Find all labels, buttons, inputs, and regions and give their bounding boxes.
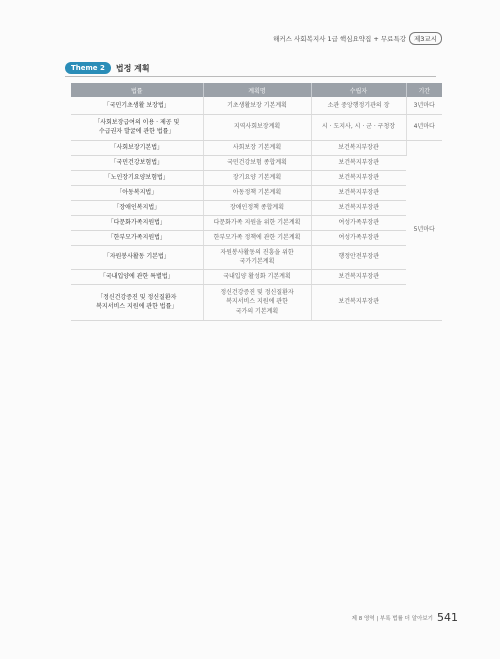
- law-name-cell-line: 「국내입양에 관한 특별법」: [99, 272, 174, 280]
- table-row: [71, 114, 442, 140]
- law-name-cell-line: 「한부모가족지원법」: [107, 233, 166, 241]
- law-name-cell: [71, 200, 203, 215]
- plan-name-cell-line: 아동정책 기본계획: [232, 188, 282, 196]
- law-name-cell-line: 「노인장기요양보험법」: [104, 173, 169, 181]
- plan-name-cell-line: 정신건강증진 및 정신질환자: [220, 288, 294, 296]
- law-name-cell: [71, 97, 203, 114]
- plan-name-cell-line: 국가기본계획: [239, 258, 275, 265]
- table-row: [71, 97, 442, 114]
- table-row: [71, 170, 442, 185]
- plan-name-cell: [203, 155, 311, 170]
- header-badge: 제3교시: [409, 32, 442, 45]
- table-row: [71, 284, 442, 320]
- author-cell-line: 보건복지부장관: [338, 143, 379, 151]
- table-row: [71, 200, 442, 215]
- table-row: [71, 155, 442, 170]
- table-row: [71, 245, 442, 269]
- column-header-plan: 계획명: [203, 83, 311, 97]
- law-name-cell: [71, 215, 203, 230]
- author-cell-line: 보건복지부장관: [338, 298, 380, 306]
- author-cell-line: 보건복지부장관: [338, 203, 380, 211]
- author-cell: [311, 170, 406, 185]
- table-row: [71, 215, 442, 230]
- plan-name-cell-line: 장애인정책 종합계획: [229, 203, 285, 211]
- author-cell: [311, 200, 406, 215]
- law-name-cell-line: 복지서비스 지원에 관한 법률」: [96, 303, 178, 310]
- author-cell-line: 보건복지부장관: [338, 158, 380, 166]
- law-name-cell-line: 「아동복지법」: [116, 188, 158, 196]
- plan-name-cell: [203, 269, 311, 284]
- law-name-cell-line: 「국민기초생활 보장법」: [103, 101, 170, 109]
- page-number: 541: [437, 611, 458, 624]
- plan-name-cell-line: 복지서비스 지원에 관한: [226, 298, 288, 306]
- column-header-author: 수립자: [311, 83, 406, 97]
- table-row: [71, 269, 442, 284]
- law-name-cell: [71, 170, 203, 185]
- table-header-row: [71, 83, 442, 97]
- author-cell-line: 시 · 도지사, 시 · 군 · 구청장: [321, 123, 396, 131]
- plan-name-cell-line: 자원봉사활동의 진흥을 위한: [220, 248, 294, 256]
- law-name-cell-line: 「자원봉사활동 기본법」: [103, 253, 170, 261]
- author-cell: [311, 269, 406, 284]
- plan-name-cell-line: 한부모가족 정책에 관한 기본계획: [213, 233, 301, 241]
- law-name-cell-line: 「사회보장기본법」: [110, 143, 164, 151]
- plan-name-cell: [203, 215, 311, 230]
- author-cell: [311, 97, 406, 114]
- period-cell: 4년마다: [406, 114, 442, 140]
- table-row: [71, 185, 442, 200]
- column-header-law: 법률: [71, 83, 203, 97]
- plan-name-cell-line: 국민건강보험 종합계획: [227, 158, 287, 166]
- header-text: 해커스 사회복지사 1급 핵심요약집 + 무료특강: [273, 35, 407, 43]
- plan-name-cell: [203, 97, 311, 114]
- plan-name-cell: [203, 245, 311, 269]
- plan-name-cell: [203, 284, 311, 320]
- table-row: [71, 230, 442, 245]
- plan-name-cell: [203, 200, 311, 215]
- plan-name-cell: [203, 140, 311, 155]
- plan-name-cell: [203, 230, 311, 245]
- section-heading: [65, 62, 150, 74]
- author-cell: [311, 230, 406, 245]
- law-name-cell-line: 「사회보장급여의 이용 · 제공 및: [94, 118, 180, 126]
- law-name-cell: [71, 114, 203, 140]
- plan-name-cell: [203, 185, 311, 200]
- plan-name-cell-line: 장기요양 기본계획: [232, 173, 282, 181]
- author-cell: [311, 155, 406, 170]
- author-cell: [311, 245, 406, 269]
- law-name-cell-line: 「국민건강보험법」: [110, 158, 164, 166]
- statutory-plans-table: [71, 83, 442, 321]
- plan-name-cell: [203, 170, 311, 185]
- law-name-cell: [71, 284, 203, 320]
- author-cell-line: 보건복지부장관: [338, 188, 380, 196]
- law-name-cell: [71, 245, 203, 269]
- section-title: 법정 계획: [115, 63, 150, 73]
- law-name-cell: [71, 185, 203, 200]
- table-row: [71, 140, 442, 155]
- law-name-cell: [71, 140, 203, 155]
- law-name-cell-line: 「장애인복지법」: [113, 203, 161, 211]
- page-footer: [352, 611, 458, 624]
- plan-name-cell-line: 다문화가족 지원을 위한 기본계획: [213, 218, 301, 226]
- period-cell: 3년마다: [406, 97, 442, 114]
- law-name-cell: [71, 230, 203, 245]
- law-name-cell-line: 수급권자 발굴에 관한 법률」: [99, 128, 175, 135]
- column-header-period: 기간: [406, 83, 442, 97]
- law-name-cell: [71, 269, 203, 284]
- author-cell-line: 행정안전부장관: [338, 253, 380, 261]
- period-cell-merged: 5년마다: [406, 140, 442, 320]
- author-cell-line: 보건복지부장관: [338, 272, 380, 280]
- author-cell: [311, 140, 406, 155]
- section-divider: [65, 76, 436, 77]
- plan-name-cell-line: 지역사회보장계획: [233, 123, 281, 131]
- author-cell-line: 보건복지부장관: [338, 173, 380, 181]
- author-cell: [311, 185, 406, 200]
- law-name-cell-line: 「다문화가족지원법」: [107, 218, 166, 226]
- author-cell-line: 소관 중앙행정기관의 장: [327, 101, 390, 109]
- author-cell: [311, 284, 406, 320]
- author-cell: [311, 114, 406, 140]
- plan-name-cell-line: 사회보장 기본계획: [232, 143, 282, 151]
- author-cell-line: 여성가족부장관: [338, 218, 380, 226]
- plan-name-cell-line: 기초생활보장 기본계획: [227, 101, 287, 109]
- table-body: [71, 97, 442, 320]
- plan-name-cell-line: 국내입양 활성화 기본계획: [223, 272, 291, 280]
- running-header: [273, 32, 442, 45]
- author-cell-line: 여성가족부장관: [338, 233, 380, 241]
- law-name-cell-line: 「정신건강증진 및 정신질환자: [97, 293, 177, 301]
- author-cell: [311, 215, 406, 230]
- plan-name-cell-line: 국가의 기본계획: [235, 307, 279, 315]
- plan-name-cell: [203, 114, 311, 140]
- theme-badge: Theme 2: [65, 62, 111, 74]
- footer-text: 제 8 영역 | 부록 법률 더 알아보기: [351, 615, 433, 622]
- law-name-cell: [71, 155, 203, 170]
